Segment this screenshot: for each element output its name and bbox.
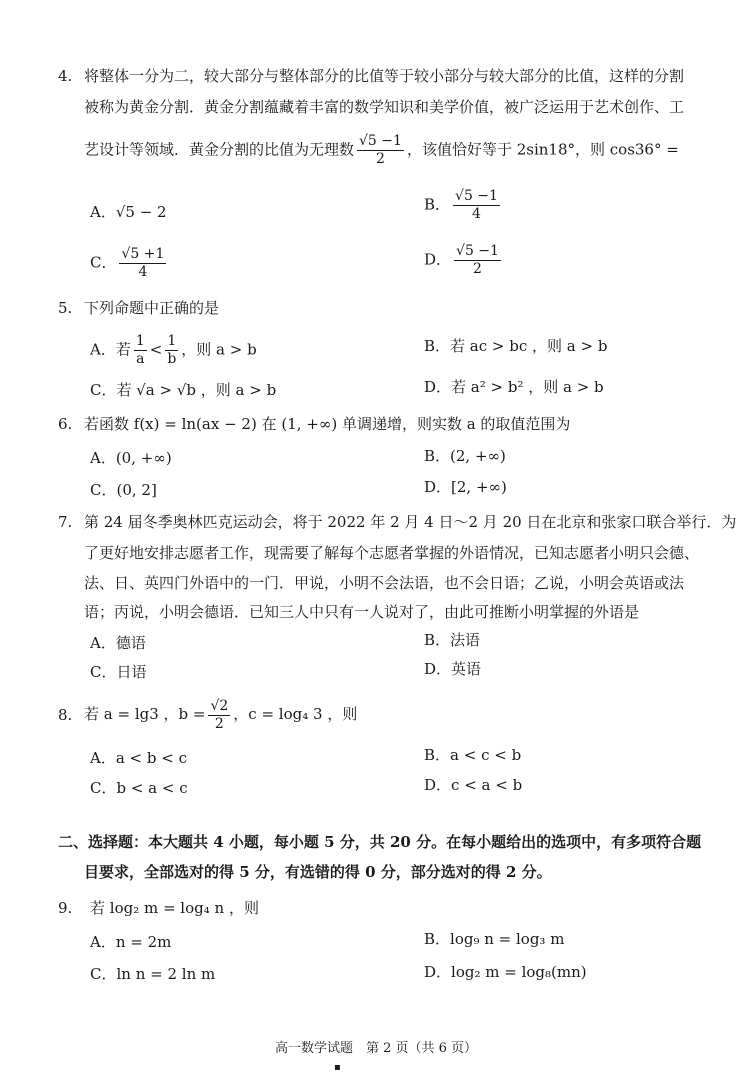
fraction-numerator: 1: [167, 333, 177, 349]
option-fraction: [165, 333, 178, 368]
q8-number: 8.: [58, 706, 73, 724]
section2-heading-line1: 二、选择题：本大题共 4 小题，每小题 5 分，共 20 分。在每小题给出的选项中，有多项符合题: [58, 833, 702, 851]
q8-stem-pre: 若 a = lg3 ，b =: [84, 705, 206, 723]
fraction-numerator: √5 −1: [455, 188, 498, 204]
q9-option-c: C．ln n = 2 ln m: [90, 965, 216, 983]
q9-option-d: D．log₂ m = log₈(mn): [424, 963, 587, 981]
q9-option-b: B．log₉ n = log₃ m: [424, 930, 565, 948]
option-label: C．: [90, 253, 117, 272]
fraction-numerator: √5 −1: [359, 133, 402, 149]
q4-line1: 将整体一分为二，较大部分与整体部分的比值等于较小部分与较大部分的比值，这样的分割: [84, 67, 685, 85]
option-text-post: ，则 a > b: [181, 340, 257, 359]
q7-number: 7.: [58, 513, 73, 531]
q6-option-b: B．(2, +∞): [424, 447, 506, 465]
fraction-denominator: 4: [472, 206, 481, 222]
q6-option-d: D．[2, +∞): [424, 478, 507, 496]
q9-stem: 若 log₂ m = log₄ n ，则: [90, 899, 259, 917]
q6-option-a: A．(0, +∞): [90, 449, 172, 467]
fraction-denominator: 2: [214, 715, 224, 732]
q5-stem: 下列命题中正确的是: [84, 299, 220, 317]
option-fraction: [453, 188, 500, 223]
q7-line2: 了更好地安排志愿者工作，现需要了解每个志愿者掌握的外语情况，已知志愿者小明只会德、: [84, 544, 700, 562]
q5-option-a: [90, 333, 257, 368]
fraction-numerator: √5 +1: [121, 246, 165, 262]
fraction-denominator: a: [136, 351, 145, 367]
option-fraction: [134, 333, 147, 368]
q6-number: 6.: [58, 415, 73, 433]
page-footer: 高一数学试题 第 2 页（共 6 页）: [274, 1041, 478, 1056]
fraction-numerator: √5 −1: [456, 243, 499, 259]
fraction-denominator: 4: [138, 264, 148, 280]
option-text: √5 − 2: [115, 203, 167, 221]
q7-option-c: C．日语: [90, 663, 147, 681]
option-label: B．: [424, 195, 451, 214]
option-label: D．: [424, 250, 452, 269]
q5-option-d: D．若 a² > b² ，则 a > b: [424, 378, 604, 396]
q8-stem: [84, 695, 357, 733]
q9-number: 9.: [58, 899, 73, 917]
q8-stem-post: ，c = log₄ 3 ，则: [233, 705, 358, 723]
option-label: A．: [90, 340, 116, 359]
q4-line2: 被称为黄金分割．黄金分割蕴藏着丰富的数学知识和美学价值，被广泛运用于艺术创作、工: [84, 98, 685, 116]
q7-line4: 语；丙说，小明会德语．已知三人中只有一人说对了，由此可推断小明掌握的外语是: [84, 603, 640, 621]
option-fraction: [119, 246, 166, 281]
q8-option-a: A．a < b < c: [90, 749, 187, 767]
q4-line3-pre: 艺设计等领域．黄金分割的比值为无理数: [84, 140, 355, 159]
q8-option-d: D．c < a < b: [424, 776, 523, 794]
q4-option-d: [424, 243, 504, 278]
q6-option-c: C．(0, 2]: [90, 481, 157, 499]
q9-option-a: A．n = 2m: [90, 933, 172, 951]
q7-line3: 法、日、英四门外语中的一门．甲说，小明不会法语，也不会日语；乙说，小明会英语或法: [84, 574, 685, 592]
q4-number: 4.: [58, 67, 73, 85]
q5-option-c: C．若 √a > √b ，则 a > b: [90, 381, 277, 399]
footer-dot: ▪: [334, 1062, 341, 1073]
q4-golden-fraction: [357, 133, 404, 168]
q7-option-d: D．英语: [424, 660, 482, 678]
option-label: A．: [90, 203, 116, 221]
fraction-denominator: 2: [473, 261, 482, 277]
option-fraction: [454, 243, 501, 278]
q8-fraction: [208, 698, 230, 733]
q5-number: 5.: [58, 299, 73, 317]
q5-option-b: B．若 ac > bc ，则 a > b: [424, 337, 608, 355]
q7-option-a: A．德语: [90, 634, 146, 652]
less-than-sign: <: [149, 340, 163, 359]
q8-option-c: C．b < a < c: [90, 779, 188, 797]
fraction-numerator: 1: [135, 333, 145, 349]
q7-line1: 第 24 届冬季奥林匹克运动会，将于 2022 年 2 月 4 日～2 月 20 日在北京和张家口联合举行．为: [84, 513, 737, 531]
q6-stem: 若函数 f(x) = ln(ax − 2) 在 (1, +∞) 单调递增，则实数 a 的取值范围为: [84, 415, 571, 433]
q4-option-b: [424, 188, 503, 223]
q4-line3-post: ，该值恰好等于 2sin18°，则 cos36° =: [406, 140, 679, 159]
q7-option-b: B．法语: [424, 631, 481, 649]
q8-option-b: B．a < c < b: [424, 746, 522, 764]
fraction-denominator: b: [167, 351, 177, 367]
q4-line3: [84, 133, 679, 168]
fraction-denominator: 2: [376, 151, 385, 167]
fraction-numerator: √2: [210, 697, 229, 714]
q4-option-c: [90, 246, 169, 281]
section2-heading-line2: 目要求，全部选对的得 5 分，有选错的得 0 分，部分选对的得 2 分。: [84, 863, 552, 881]
option-text-pre: 若: [115, 340, 131, 359]
q4-option-a: [90, 202, 167, 222]
